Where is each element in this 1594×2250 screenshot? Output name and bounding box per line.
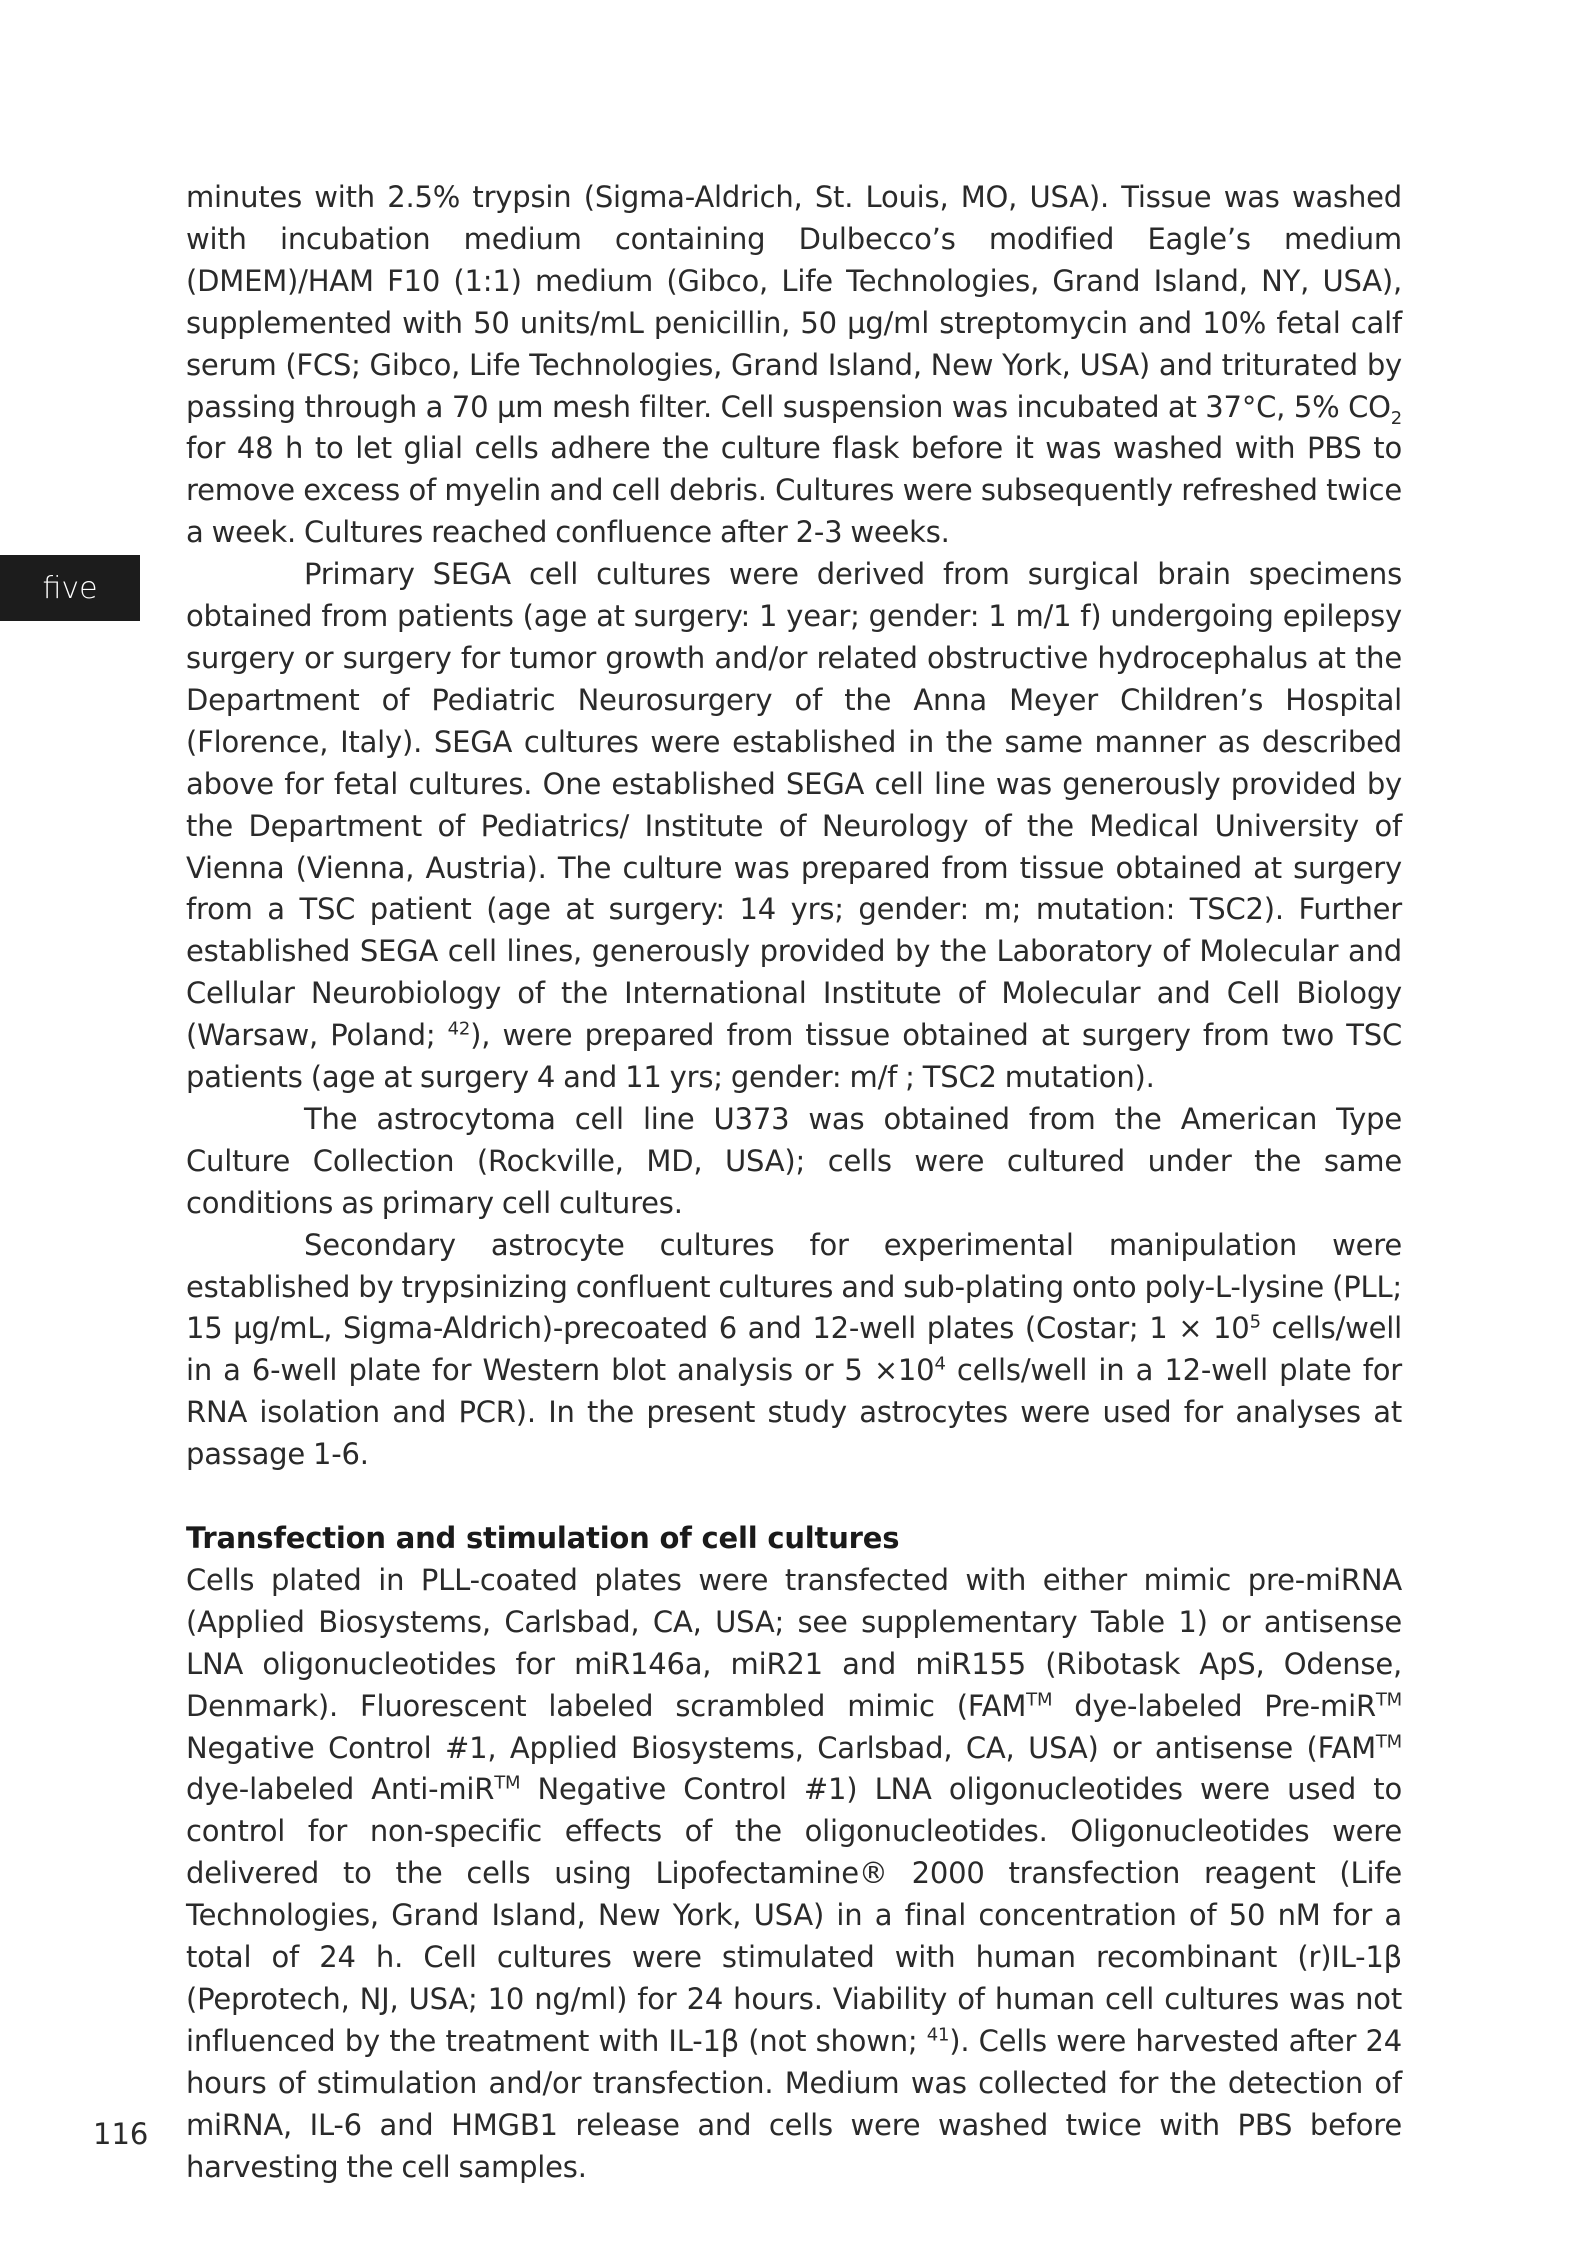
page-number: 116 [93,2117,149,2151]
page-body [186,177,1402,2188]
trademark-3: TM [1375,1730,1402,1752]
section-heading: Transfection and stimulation of cell cultures [186,1520,900,1555]
reference-41: 41 [926,2024,950,2046]
exponent-4: 4 [934,1353,946,1375]
trademark-1: TM [1026,1688,1053,1710]
trademark-2: TM [1375,1688,1402,1710]
trademark-4: TM [494,1772,521,1794]
paragraph-secondary-cultures: Secondary astrocyte cultures for experimental manipulation were established by trypsinizing confluent cultures and sub-plating onto poly-L-lysine (PLL; 15 µg/mL, Sigma-Aldrich)-precoated 6 and 12-well plates (Costar; $1 \times 10^5$ cells/well in a 6-well plate for Western blot analysis or $5 \times 10^4$ cells/well in a 12-well plate for RNA isolation and PCR). In the present study astrocytes were used for analyses at passage 1-6. [186,1227,1402,1472]
chapter-tab-label: five [42,570,98,606]
reference-42: 42 [447,1018,471,1040]
chapter-tab [0,555,140,621]
paragraph-u373: The astrocytoma cell line U373 was obtained from the American Type Culture Collection (Rockville, MD, USA); cells were cultured under the same conditions as primary cell cultures. [186,1101,1402,1220]
co2-subscript: 2 [1390,407,1402,429]
paragraph-transfection: Cells plated in PLL-coated plates were transfected with either mimic pre-miRNA (Applied Biosystems, Carlsbad, CA, USA; see supplementary Table 1) or antisense LNA oligonucleotides for miR146a, miR21 and miR155 (Ribotask ApS, Odense, Denmark). Fluorescent labeled scrambled mimic (FAM™ dye-labeled Pre-miR™ Negative Control #1, Applied Biosystems, Carlsbad, CA, USA) or antisense (FAM™ dye-labeled Anti-miR™ Negative Control #1) LNA oligonucleotides were used to control for non-specific effects of the oligonucleotides. Oligonucleotides were delivered to the cells using Lipofectamine® 2000 transfection reagent (Life Technologies, Grand Island, New York, USA) in a final concentration of 50 nM for a total of 24 h. Cell cultures were stimulated with human recombinant (r)IL-1β (Peprotech, NJ, USA; 10 ng/ml) for 24 hours. Viability of human cell cultures was not influenced by the treatment with IL-1β (not shown; $^{41}$). Cells were harvested after 24 hours of stimulation and/or transfection. Medium was collected for the detection of miRNA, IL-6 and HMGB1 release and cells were washed twice with PBS before harvesting the cell samples. [186,1562,1403,2184]
paragraph-sega-cultures: Primary SEGA cell cultures were derived from surgical brain specimens obtained from patients (age at surgery: 1 year; gender: 1 m/1 f) undergoing epilepsy surgery or surgery for tumor growth and/or related obstructive hydrocephalus at the Department of Pediatric Neurosurgery of the Anna Meyer Children’s Hospital (Florence, Italy). SEGA cultures were established in the same manner as described above for fetal cultures. One established SEGA cell line was generously provided by the Department of Pediatrics/ Institute of Neurology of the Medical University of Vienna (Vienna, Austria). The culture was prepared from tissue obtained at surgery from a TSC patient (age at surgery: 14 yrs; gender: m; mutation: TSC2). Further established SEGA cell lines, generously provided by the Laboratory of Molecular and Cellular Neurobiology of the International Institute of Molecular and Cell Biology (Warsaw, Poland; $^{42}$), were prepared from tissue obtained at surgery from two TSC patients (age at surgery 4 and 11 yrs; gender: m/f ; TSC2 mutation). [186,557,1403,1095]
exponent-5: 5 [1249,1311,1261,1333]
paragraph-tissue-washing: minutes with 2.5% trypsin (Sigma-Aldrich, St. Louis, MO, USA). Tissue was washed with incubation medium containing Dulbecco’s modified Eagle’s medium (DMEM)/HAM F10 (1:1) medium (Gibco, Life Technologies, Grand Island, NY, USA), supplemented with 50 units/mL penicillin, 50 µg/ml streptomycin and 10% fetal calf serum (FCS; Gibco, Life Technologies, Grand Island, New York, USA) and triturated by passing through a 70 µm mesh filter. Cell suspension was incubated at 37°C, 5% $CO_2$ for 48 h to let glial cells adhere the culture flask before it was washed with PBS to remove excess of myelin and cell debris. Cultures were subsequently refreshed twice a week. Cultures reached confluence after 2-3 weeks. [186,180,1402,550]
